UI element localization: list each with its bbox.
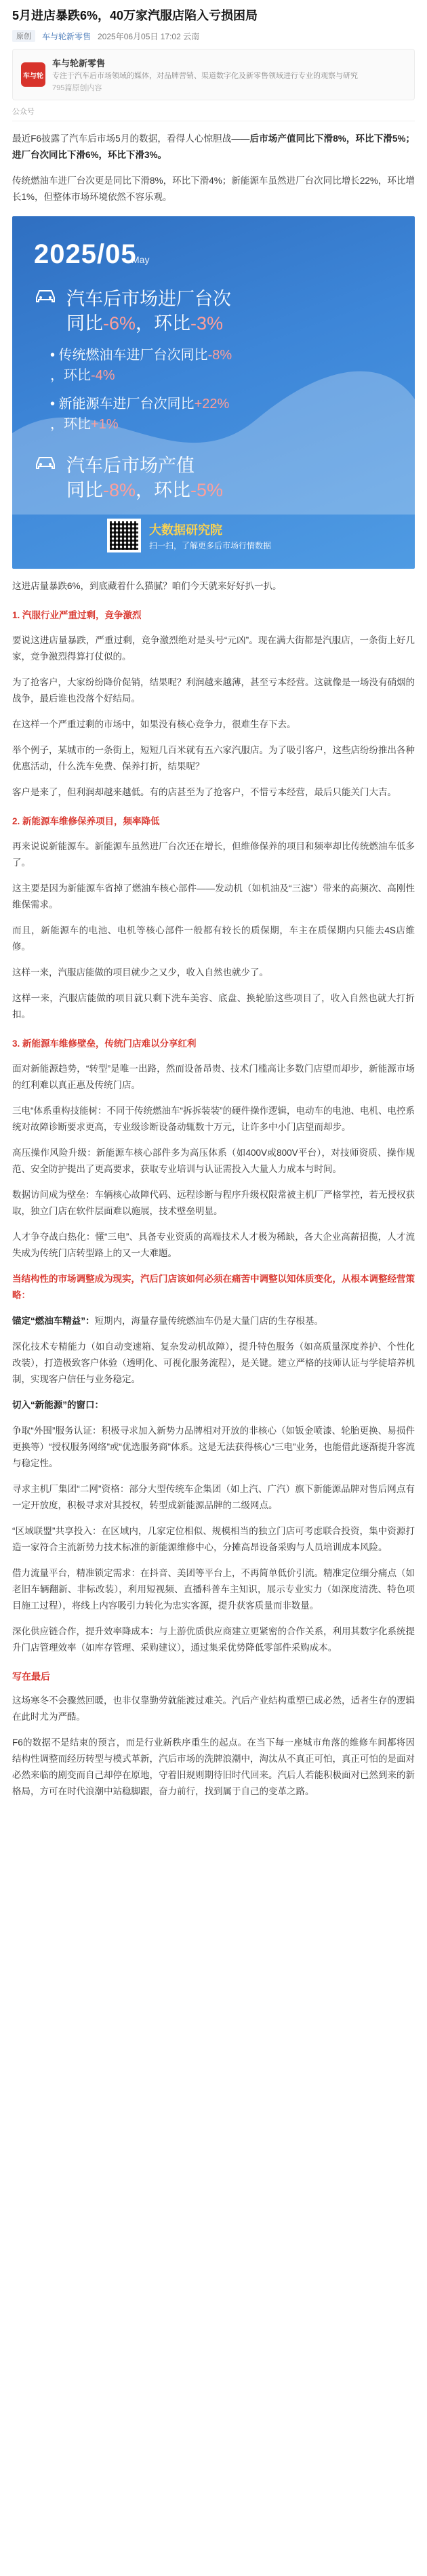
section-2-p1: 再来说说新能源车。新能源车虽然进厂台次还在增长，但维修保养的项目和频率却比传统燃油车低多了。 <box>12 841 415 868</box>
section-3-p4: 数据访问成为壁垒：车辆核心故障代码、远程诊断与程序升级权限常被主机厂严格掌控，若无授权获取，独立门店在软件层面难以施展，技术壁垒明显。 <box>12 1190 415 1216</box>
hero-ev-label: • 新能源车进厂台次同比 <box>50 397 195 411</box>
hero-output-mom-label: ，环比 <box>136 480 191 500</box>
section-1-p1: 要说这进店量暴跌，严重过剩，竞争激烈绝对是头号“元凶”。现在满大街都是汽服店，一条街上好几家，竞争激烈得算打仗似的。 <box>12 635 415 662</box>
car-icon <box>34 454 57 471</box>
hero-output-label: 汽车后市场产值 <box>66 456 195 476</box>
hero-visits-yoy: -6% <box>103 313 136 334</box>
section-1-p5: 客户是来了，但利润却越来越低。有的店甚至为了抢客户，不惜亏本经营，最后只能关门大吉。 <box>12 787 396 797</box>
strategy-highlight: 当结构性的市场调整成为现实，汽后门店该如何必须在痛苦中调整以知体质变化，从根本调整经营策略： <box>12 1274 415 1300</box>
section-2-heading: 2. 新能源车维修保养项目，频率降低 <box>12 816 160 826</box>
strategy-p3: 争取“外围”服务认证：积极寻求加入新势力品牌相对开放的非核心（如钣金喷漆、轮胎更换、易损件更换等）“授权服务网络”或“优选服务商”体系。这是无法获得核心“三电”业务，也能借此逐渐提升客流与稳定性。 <box>12 1426 415 1468</box>
avatar: 车与轮 <box>21 62 45 87</box>
hero-month: May <box>131 254 150 265</box>
section-1-p3: 在这样一个严重过剩的市场中，如果没有核心竞争力，很难生存下去。 <box>12 719 296 729</box>
account-desc: 专注于汽车后市场领域的媒体，对品牌营销、渠道数字化及新零售领域进行专业的观察与研究 <box>52 72 358 80</box>
question-paragraph: 这进店量暴跌6%，到底藏着什么猫腻？咱们今天就来好好扒一扒。 <box>12 581 282 591</box>
article-title: 5月进店暴跌6%，40万家汽服店陷入亏损困局 <box>12 9 258 22</box>
account-stats: 795篇原创内容 <box>52 84 102 92</box>
hero-output-yoy: -8% <box>103 480 136 500</box>
hero-row-visits <box>34 287 231 336</box>
strategy-p1 <box>12 1313 415 1329</box>
strategy-p4: 寻求主机厂集团“二网”资格：部分大型传统车企集团（如上汽、广汽）旗下新能源品牌对售后网点有一定开放度，积极寻求对其授权，转型成新能源品牌的二级网点。 <box>12 1484 415 1510</box>
fuel-paragraph: 传统燃油车进厂台次更是同比下滑8%，环比下滑4%；新能源车虽然进厂台次同比增长22%，环比增长1%，但整体市场环境依然不容乐观。 <box>12 176 415 202</box>
section-3-p2: 三电“体系重构技能树：不同于传统燃油车“拆拆装装”的硬件操作逻辑，电动车的电池、电机、电控系统对故障诊断要求更高，专业级诊断设备动辄数十万元，让许多中小门店望而却步。 <box>12 1106 415 1132</box>
hero-ev-yoy: +22% <box>194 397 230 411</box>
strategy-h1: 锚定“燃油车精益”： <box>12 1316 95 1326</box>
hero-qr-block <box>107 519 271 552</box>
section-2-p3: 而且，新能源车的电池、电机等核心部件一般都有较长的质保期，车主在质保期内只能去4S店维修。 <box>12 925 415 952</box>
publish-time: 2025年06月05日 17:02 云南 <box>98 31 200 41</box>
strategy-h2: 切入“新能源”的窗口： <box>12 1400 104 1410</box>
hero-brand: 大数据研究院 <box>149 523 222 537</box>
strategy-p5: “区域联盟”共享投入：在区域内，几家定位相似、规模相当的独立门店可考虑联合投资，集中资源打造一家符合主流新势力技术标准的新能源维修中心，分摊高昂设备采购与人员培训成本风险。 <box>12 1526 415 1552</box>
section-2-p5: 这样一来，汽服店能做的项目就只剩下洗车美容、底盘、换轮胎这些项目了，收入自然也就大打折扣。 <box>12 993 415 1020</box>
end-p1: 这场寒冬不会骤然回暖，也非仅靠勤劳就能渡过难关。汽后产业结构重塑已成必然，适者生存的逻辑在此时尤为严酷。 <box>12 1695 415 1722</box>
hero-visits-label: 汽车后市场进厂台次 <box>66 289 231 309</box>
strategy-h2-line <box>12 1397 415 1413</box>
strategy-p2: 深化技术专精能力（如自动变速箱、复杂发动机故障），提升特色服务（如高质量深度养护、个性化改装），打造极致客户体验（透明化、可视化服务流程），是关键。建立严格的技师认证与学徒培养机制，实现客户信任与业务稳定。 <box>12 1342 415 1384</box>
account-link[interactable]: 车与轮新零售 <box>42 31 92 41</box>
hero-row-output <box>34 454 223 502</box>
hero-fuel-mom-label: ，环比 <box>50 368 91 383</box>
hero-output-yoy-label: 同比 <box>66 480 103 500</box>
hero-ev-mom-label: ，环比 <box>50 417 91 432</box>
source-label: 公众号 <box>12 106 415 121</box>
strategy-p6: 借力流量平台，精准锁定需求：在抖音、美团等平台上，不再简单低价引流。精准定位细分痛点（如老旧车辆翻新、非标改装），利用短视频、直播科普车主知识，展示专业实力（如深度清洗、特色项目施工过程），将线上内容吸引力转化为忠实客源，提升获客质量而非数量。 <box>12 1568 415 1611</box>
hero-row-ev <box>50 394 229 435</box>
end-heading: 写在最后 <box>12 1671 50 1682</box>
section-1-heading: 1. 汽服行业严重过剩，竞争激烈 <box>12 610 142 620</box>
hero-visits-yoy-label: 同比 <box>66 313 103 334</box>
section-3-p1: 面对新能源趋势，“转型”是唯一出路，然而设备昂贵、技术门槛高让多数门店望而却步，新能源市场的红利难以真正惠及传统门店。 <box>12 1064 415 1090</box>
hero-visits-mom-label: ，环比 <box>136 313 191 334</box>
strategy-p7: 深化供应链合作，提升效率降成本：与上游优质供应商建立更紧密的合作关系，利用其数字化系统提升门店管理效率（如库存管理、采购建议），通过集采优势降低零部件采购成本。 <box>12 1626 415 1653</box>
section-2-p4: 这样一来，汽服店能做的项目就少之又少，收入自然也就少了。 <box>12 967 268 978</box>
hero-output-mom: -5% <box>190 480 224 500</box>
strategy-p1-text: 短期内，海量存量传统燃油车仍是大量门店的生存根基。 <box>94 1316 323 1326</box>
section-2-p2: 这主要是因为新能源车省掉了燃油车核心部件——发动机（如机油及“三滤”）带来的高频次、高刚性维保需求。 <box>12 883 415 910</box>
account-info <box>52 56 358 93</box>
hero-fuel-label: • 传统燃油车进厂台次同比 <box>50 348 208 363</box>
hero-row-fuel <box>50 345 232 386</box>
hero-fuel-yoy: -8% <box>207 348 232 363</box>
account-card[interactable] <box>12 49 415 100</box>
section-1-p2: 为了抢客户，大家纷纷降价促销，结果呢？利润越来越薄，甚至亏本经营。这就像是一场没有硝烟的战争，最后谁也没落个好结局。 <box>12 677 415 704</box>
original-tag: 原创 <box>12 30 35 42</box>
hero-infographic <box>12 216 415 569</box>
section-3-heading: 3. 新能源车维修壁垒，传统门店难以分享红利 <box>12 1039 197 1049</box>
hero-ev-mom: +1% <box>91 417 119 432</box>
section-3-p3: 高压操作风险升级：新能源车核心部件多为高压体系（如400V或800V平台），对技师资质、操作规范、安全防护提出了更高要求，获取专业培训与认证需投入大量人力成本与时间。 <box>12 1148 415 1174</box>
qr-code[interactable] <box>107 519 141 552</box>
hero-visits-mom: -3% <box>190 313 224 334</box>
end-p2: F6的数据不是结束的预言，而是行业新秩序重生的起点。在当下每一座城市角落的维修车间都将因结构性调整而经历转型与模式革新，汽后市场的洗牌浪潮中，淘汰从不真正可怕，真正可怕的是面对必然来临的剧变而自己却停在原地，守着旧规则期待旧时代回来。汽后人若能积极面对已然到来的新格局，方可在时代浪潮中站稳脚跟，奋力前行，找到属于自己的变革之路。 <box>12 1737 415 1796</box>
article-meta <box>12 30 415 42</box>
section-3-p5: 人才争夺战白热化：懂“三电”、具备专业资质的高端技术人才极为稀缺，各大企业高薪招揽，人才流失成为传统门店转型路上的又一大难题。 <box>12 1232 415 1258</box>
hero-date: 2025/05 <box>34 239 137 269</box>
section-1-p4: 举个例子，某城市的一条街上，短短几百米就有五六家汽服店。为了吸引客户，这些店纷纷推出各种优惠活动，什么洗车免费、保养打折，结果呢？ <box>12 745 415 771</box>
car-icon <box>34 287 57 304</box>
intro-paragraph <box>12 131 415 163</box>
account-name: 车与轮新零售 <box>52 58 106 68</box>
intro-lead: 最近F6披露了汽车后市场5月的数据，看得人心惊胆战—— <box>12 134 250 144</box>
hero-fuel-mom: -4% <box>91 368 115 383</box>
intro-bold: 后市场产值同比下滑8%，环比下滑5%；进厂台次同比下滑6%，环比下滑3%。 <box>12 134 415 160</box>
hero-brand-sub: 扫一扫，了解更多后市场行情数据 <box>149 540 272 550</box>
